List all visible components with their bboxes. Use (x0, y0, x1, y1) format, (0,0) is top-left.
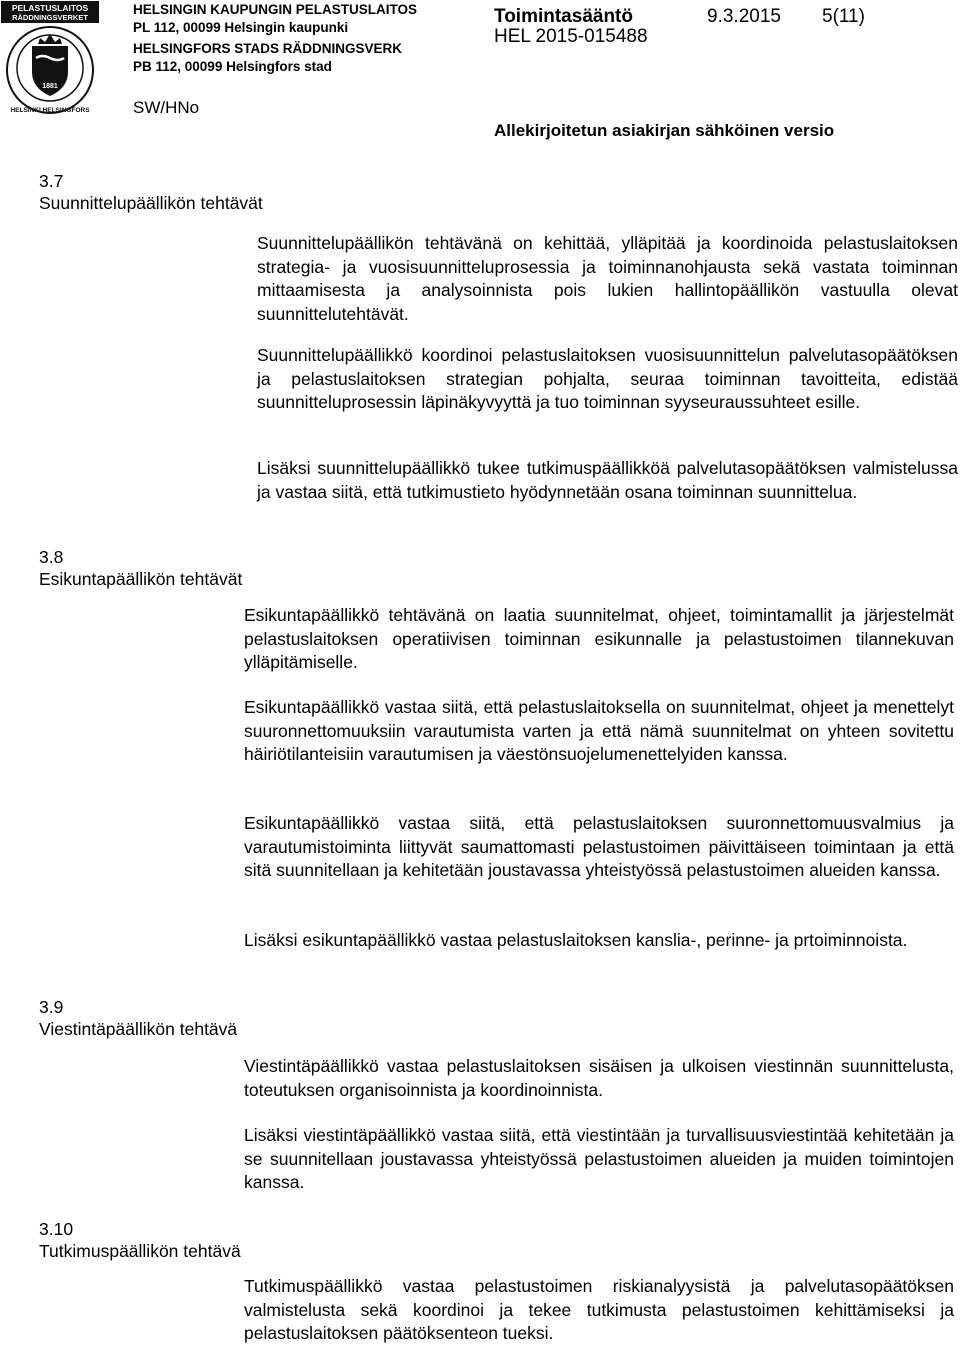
section-3-7-paragraph: Lisäksi suunnittelupäällikkö tukee tutkimuspäällikköä palvelutasopäätöksen valmistelussa ja vastaa siitä, että tutkimustieto hyödynnetään osana toiminnan suunnittelua. (257, 458, 958, 502)
badge-year: 1881 (42, 83, 58, 90)
section-3-10-title: Tutkimuspäällikön tehtävä (39, 1241, 241, 1261)
org-address-sv: PB 112, 00099 Helsingfors stad (133, 59, 332, 74)
org-name-fi: HELSINGIN KAUPUNGIN PELASTUSLAITOS (133, 2, 418, 17)
organization-badge (0, 0, 100, 118)
section-3-10-number: 3.10 (39, 1219, 74, 1239)
section-3-8-number: 3.8 (39, 547, 64, 567)
section-3-10-paragraph: Tutkimuspäällikkö vastaa pelastustoimen riskianalyysistä ja palvelutasopäätöksen valmistelusta sekä koordinoi ja tekee tutkimusta pelastustoimen kehittämiseksi ja pelastuslaitoksen päätöksenteon tueksi. (244, 1276, 954, 1343)
section-3-8-title: Esikuntapäällikön tehtävät (39, 569, 243, 589)
section-3-7-paragraph: Suunnittelupäällikön tehtävänä on kehittää, ylläpitää ja koordinoida pelastuslaitoksen strategia- ja vuosisuunnitteluprosessia ja toiminnanohjausta sekä vastata toiminnan mittaamisesta ja analysoinnista pois lukien hallintopäällikön vastuulla olevat suunnittelutehtävät. (257, 233, 958, 324)
document-type: Toimintasääntö (494, 6, 633, 27)
section-3-9-paragraph: Lisäksi viestintäpäällikkö vastaa siitä, että viestintään ja turvallisuusviestintää kehitetään ja se suunnitellaan joustavassa yhteistyössä pelastustoimen alueiden ja muiden toimintojen kanssa. (244, 1125, 954, 1192)
author-initials: SW/HNo (133, 98, 200, 117)
signed-version-note: Allekirjoitetun asiakirjan sähköinen versio (494, 121, 835, 140)
section-3-9-title: Viestintäpäällikön tehtävä (39, 1019, 238, 1039)
section-3-8-paragraph: Esikuntapäällikkö tehtävänä on laatia suunnitelmat, ohjeet, toimintamallit ja järjestelmät pelastuslaitoksen operatiivisen toiminnan esikunnalle ja pelastustoimen tilannekuvan ylläpitämiselle. (244, 605, 954, 672)
document-date: 9.3.2015 (707, 6, 781, 27)
coat-of-arms-icon (0, 0, 100, 118)
badge-top-text: PELASTUSLAITOS (11, 3, 89, 13)
org-address-fi: PL 112, 00099 Helsingin kaupunki (133, 20, 349, 35)
section-3-7-title: Suunnittelupäällikön tehtävät (39, 193, 263, 213)
section-3-9-number: 3.9 (39, 997, 64, 1017)
section-3-8-paragraph: Esikuntapäällikkö vastaa siitä, että pelastuslaitoksella on suunnitelmat, ohjeet ja menettelyt suuronnettomuuksiin varautumista varten ja että nämä suunnitelmat on yhteen sovitettu häiriötilanteisiin varautumisen ja väestönsuojelumenettelyiden kanssa. (244, 697, 954, 764)
document-id: HEL 2015-015488 (494, 26, 648, 47)
section-3-9-paragraph: Viestintäpäällikkö vastaa pelastuslaitoksen sisäisen ja ulkoisen viestinnän suunnittelusta, toteutuksen organisoinnista ja koordinoinnista. (244, 1056, 954, 1100)
section-3-7-number: 3.7 (39, 171, 64, 191)
badge-ring-text: HELSINKI HELSINGFORS (10, 107, 90, 114)
badge-top-text-2: RÄDDNINGSVERKET (12, 13, 88, 22)
section-3-8-paragraph: Lisäksi esikuntapäällikkö vastaa pelastuslaitoksen kanslia-, perinne- ja prtoiminnoista. (244, 930, 908, 950)
section-3-8-paragraph: Esikuntapäällikkö vastaa siitä, että pelastuslaitoksen suuronnettomuusvalmius ja varautumistoiminta liittyvät saumattomasti pelastustoimen päivittäiseen toimintaan ja että sitä suunnitellaan ja kehitetään joustavassa yhteistyössä pelastustoimen alueiden kanssa. (244, 813, 954, 880)
section-3-7-paragraph: Suunnittelupäällikkö koordinoi pelastuslaitoksen vuosisuunnittelun palvelutasopäätöksen ja pelastuslaitoksen strategian pohjalta, seuraa toiminnan tavoitteita, edistää suunnitteluprosessin läpinäkyvyyttä ja tuo toiminnan syyseuraussuhteet esille. (257, 345, 958, 412)
org-name-sv: HELSINGFORS STADS RÄDDNINGSVERK (133, 41, 403, 56)
page-number: 5(11) (822, 6, 865, 27)
